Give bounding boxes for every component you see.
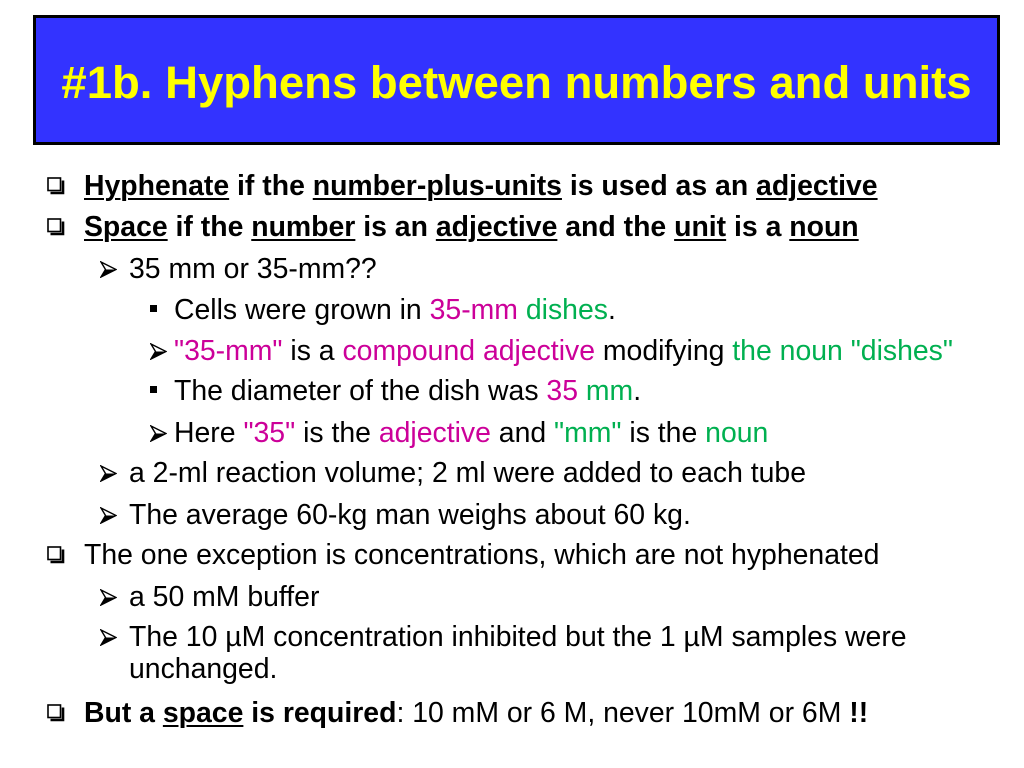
plain-text: The diameter of the dish was [174, 375, 547, 407]
bullet-text [174, 375, 641, 407]
sub-bullet-item [0, 253, 1024, 285]
plain-text: : 10 mM or 6 M, never 10mM or 6M [396, 697, 850, 729]
slide-title-box [33, 15, 1000, 145]
underlined-term: adjective [435, 211, 558, 243]
magenta-term: "35-mm" [174, 335, 283, 367]
bullet-item [0, 539, 1024, 571]
bullet-text: The average 60-kg man weighs about 60 kg. [129, 499, 691, 531]
sub-bullet-item [0, 457, 1024, 489]
green-term: noun [705, 417, 769, 449]
bullet-text: a 50 mM buffer [129, 581, 320, 613]
underlined-term: Hyphenate [84, 170, 230, 202]
underlined-term: unit [674, 211, 727, 243]
checkbox-bullet-icon [47, 218, 65, 236]
checkbox-bullet-icon [47, 704, 65, 722]
arrow-bullet-icon [100, 589, 117, 606]
green-term: mm [578, 375, 634, 407]
underlined-term: noun [789, 211, 859, 243]
bold-text: But a [84, 697, 163, 729]
plain-text: is the [621, 417, 706, 449]
underlined-term: Space [84, 211, 168, 243]
underlined-term: adjective [756, 170, 878, 202]
bullet-text [84, 697, 868, 729]
plain-text: is a [726, 211, 790, 243]
bullet-text [84, 211, 859, 243]
magenta-term: "35" [243, 417, 296, 449]
plain-text: and the [557, 211, 675, 243]
green-term: the noun "dishes" [732, 335, 953, 367]
bold-text: !! [849, 697, 869, 729]
bullet-text [174, 335, 953, 367]
bullet-text [84, 170, 878, 202]
arrow-bullet-icon [150, 425, 167, 442]
arrow-bullet-icon [100, 465, 117, 482]
plain-text: Cells were grown in [174, 294, 430, 326]
plain-text: modifying [595, 335, 733, 367]
sub-bullet-item [0, 581, 1024, 613]
plain-text: if the [167, 211, 252, 243]
magenta-term: 35-mm [429, 294, 518, 326]
sub-sub-bullet-item [0, 417, 1024, 449]
square-bullet-icon [150, 386, 157, 393]
square-bullet-icon [150, 305, 157, 312]
plain-text: Here [174, 417, 244, 449]
plain-text: if the [229, 170, 313, 202]
arrow-bullet-icon [100, 507, 117, 524]
arrow-bullet-icon [100, 261, 117, 278]
bullet-item [0, 170, 1024, 202]
plain-text: is used as an [561, 170, 757, 202]
sub-sub-bullet-item [0, 335, 1024, 367]
magenta-term: compound adjective [342, 335, 595, 367]
sub-bullet-item [0, 499, 1024, 531]
slide-title: #1b. Hyphens between numbers and units [61, 57, 972, 108]
sub-sub-bullet-item [0, 375, 1024, 407]
magenta-term: 35 [546, 375, 579, 407]
bullet-item [0, 697, 1024, 729]
checkbox-bullet-icon [47, 546, 65, 564]
magenta-term: adjective [378, 417, 491, 449]
bullet-text: The 10 µM concentration inhibited but the 1 µM samples were unchanged. [129, 621, 907, 685]
checkbox-bullet-icon [47, 177, 65, 195]
bullet-text [174, 417, 768, 449]
underlined-term: number-plus-units [312, 170, 562, 202]
sub-sub-bullet-item [0, 294, 1024, 326]
underlined-term: number [251, 211, 356, 243]
bullet-text [174, 294, 616, 326]
green-term: "mm" [554, 417, 622, 449]
plain-text: and [490, 417, 555, 449]
bold-text: is required [243, 697, 397, 729]
bullet-text: The one exception is concentrations, which are not hyphenated [84, 539, 880, 571]
plain-text: is a [282, 335, 343, 367]
bullet-text: a 2-ml reaction volume; 2 ml were added to each tube [129, 457, 807, 489]
underlined-term: space [162, 697, 244, 729]
plain-text: is the [295, 417, 379, 449]
bullet-item [0, 211, 1024, 243]
sub-bullet-item [0, 621, 1024, 685]
plain-text: . [607, 294, 616, 326]
arrow-bullet-icon [100, 629, 117, 646]
green-term: dishes [517, 294, 608, 326]
arrow-bullet-icon [150, 343, 167, 360]
bullet-text: 35 mm or 35-mm?? [129, 253, 377, 285]
plain-text: is an [355, 211, 436, 243]
plain-text: . [633, 375, 642, 407]
